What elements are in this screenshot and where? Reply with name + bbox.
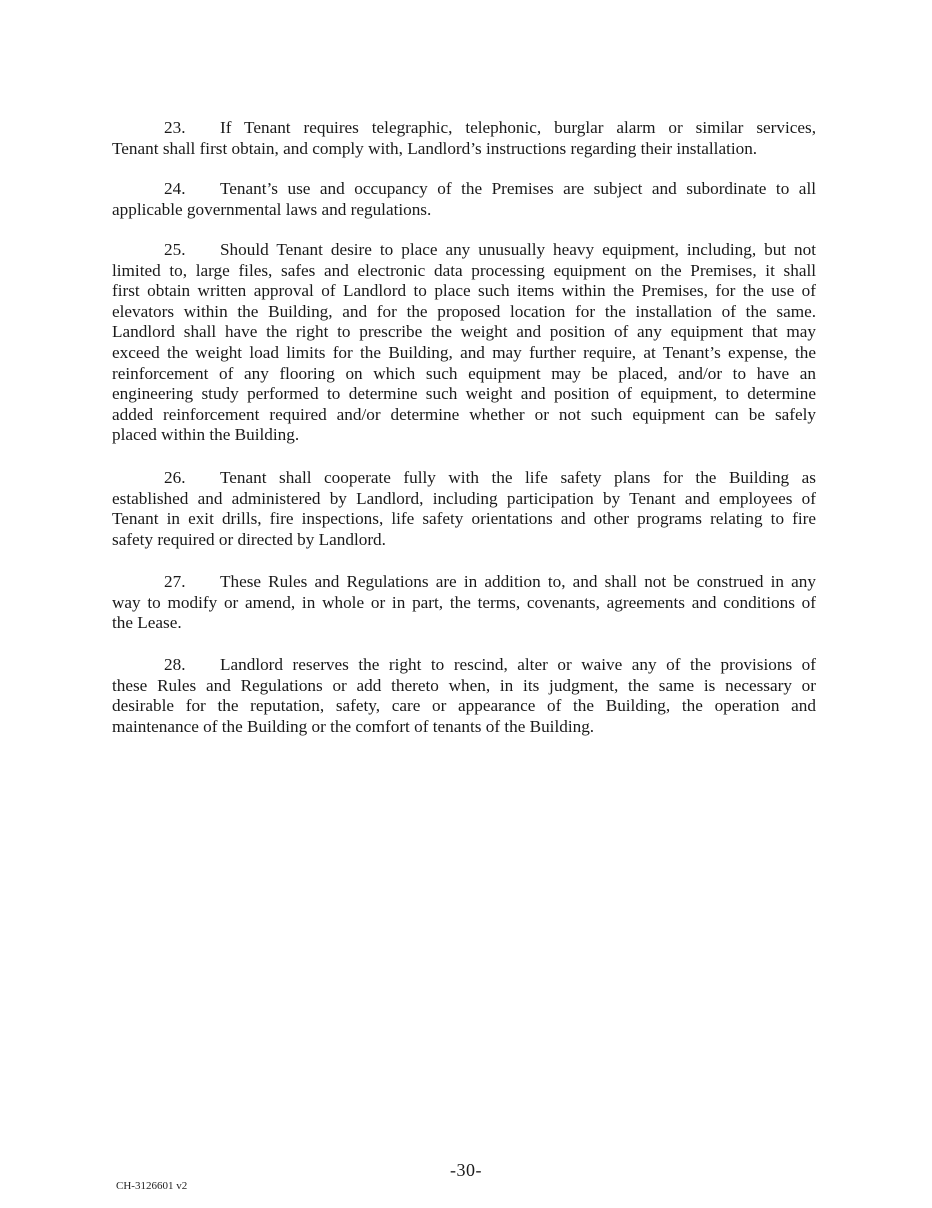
- paragraph-line: 27. These Rules and Regulations are in addition to, and shall not be construed in any: [164, 572, 816, 591]
- paragraph-line: 25. Should Tenant desire to place any unusually heavy equipment, including, but not: [164, 240, 816, 259]
- paragraph-number: 24.: [164, 179, 186, 198]
- paragraph-23: [112, 118, 816, 159]
- paragraph-line: 23. If Tenant requires telegraphic, telephonic, burglar alarm or similar services,: [164, 118, 816, 137]
- paragraph-line: 24. Tenant’s use and occupancy of the Premises are subject and subordinate to all: [164, 179, 816, 198]
- paragraph-line: maintenance of the Building or the comfort of tenants of the Building.: [112, 716, 595, 736]
- paragraph-number: 25.: [164, 240, 186, 259]
- paragraph-line: desirable for the reputation, safety, care or appearance of the Building, the operation and: [112, 696, 816, 716]
- paragraph-number: 23.: [164, 118, 186, 137]
- paragraph-line: Tenant in exit drills, fire inspections, life safety orientations and other programs relating to fire: [112, 509, 816, 529]
- document-id: CH-3126601 v2: [116, 1180, 188, 1192]
- paragraph-25: [112, 240, 816, 446]
- paragraph-26: [112, 468, 816, 550]
- paragraph-line: established and administered by Landlord, including participation by Tenant and employees of: [112, 488, 816, 508]
- paragraph-line: Tenant shall first obtain, and comply with, Landlord’s instructions regarding their installation.: [112, 138, 758, 158]
- paragraph-27: [112, 572, 816, 634]
- paragraph-number: 26.: [164, 468, 186, 487]
- paragraph-line: added reinforcement required and/or determine whether or not such equipment can be safely: [112, 404, 816, 424]
- paragraph-number: 27.: [164, 572, 186, 591]
- paragraph-line: 26. Tenant shall cooperate fully with the life safety plans for the Building as: [164, 468, 816, 487]
- paragraph-line: 28. Landlord reserves the right to rescind, alter or waive any of the provisions of: [164, 655, 816, 674]
- page-number: -30-: [450, 1160, 482, 1180]
- paragraph-line: engineering study performed to determine such weight and position of equipment, to determine: [112, 384, 816, 404]
- paragraph-24: [112, 179, 816, 220]
- paragraph-number: 28.: [164, 655, 186, 674]
- paragraph-28: [112, 655, 816, 737]
- paragraph-line: exceed the weight load limits for the Building, and may further require, at Tenant’s expense, the: [112, 342, 816, 362]
- paragraph-line: applicable governmental laws and regulations.: [112, 199, 432, 219]
- paragraph-line: way to modify or amend, in whole or in part, the terms, covenants, agreements and conditions of: [112, 592, 816, 612]
- paragraph-line: placed within the Building.: [112, 425, 300, 445]
- paragraph-line: safety required or directed by Landlord.: [112, 529, 386, 549]
- paragraph-line: Landlord shall have the right to prescribe the weight and position of any equipment that may: [112, 322, 816, 342]
- paragraph-line: first obtain written approval of Landlord to place such items within the Premises, for the use of: [112, 281, 816, 301]
- paragraph-line: limited to, large files, safes and electronic data processing equipment on the Premises, it shall: [112, 260, 816, 280]
- paragraph-line: these Rules and Regulations or add thereto when, in its judgment, the same is necessary or: [112, 675, 816, 695]
- paragraph-line: reinforcement of any flooring on which such equipment may be placed, and/or to have an: [112, 363, 816, 383]
- paragraph-line: elevators within the Building, and for the proposed location for the installation of the same.: [112, 301, 816, 321]
- paragraph-line: the Lease.: [112, 613, 182, 633]
